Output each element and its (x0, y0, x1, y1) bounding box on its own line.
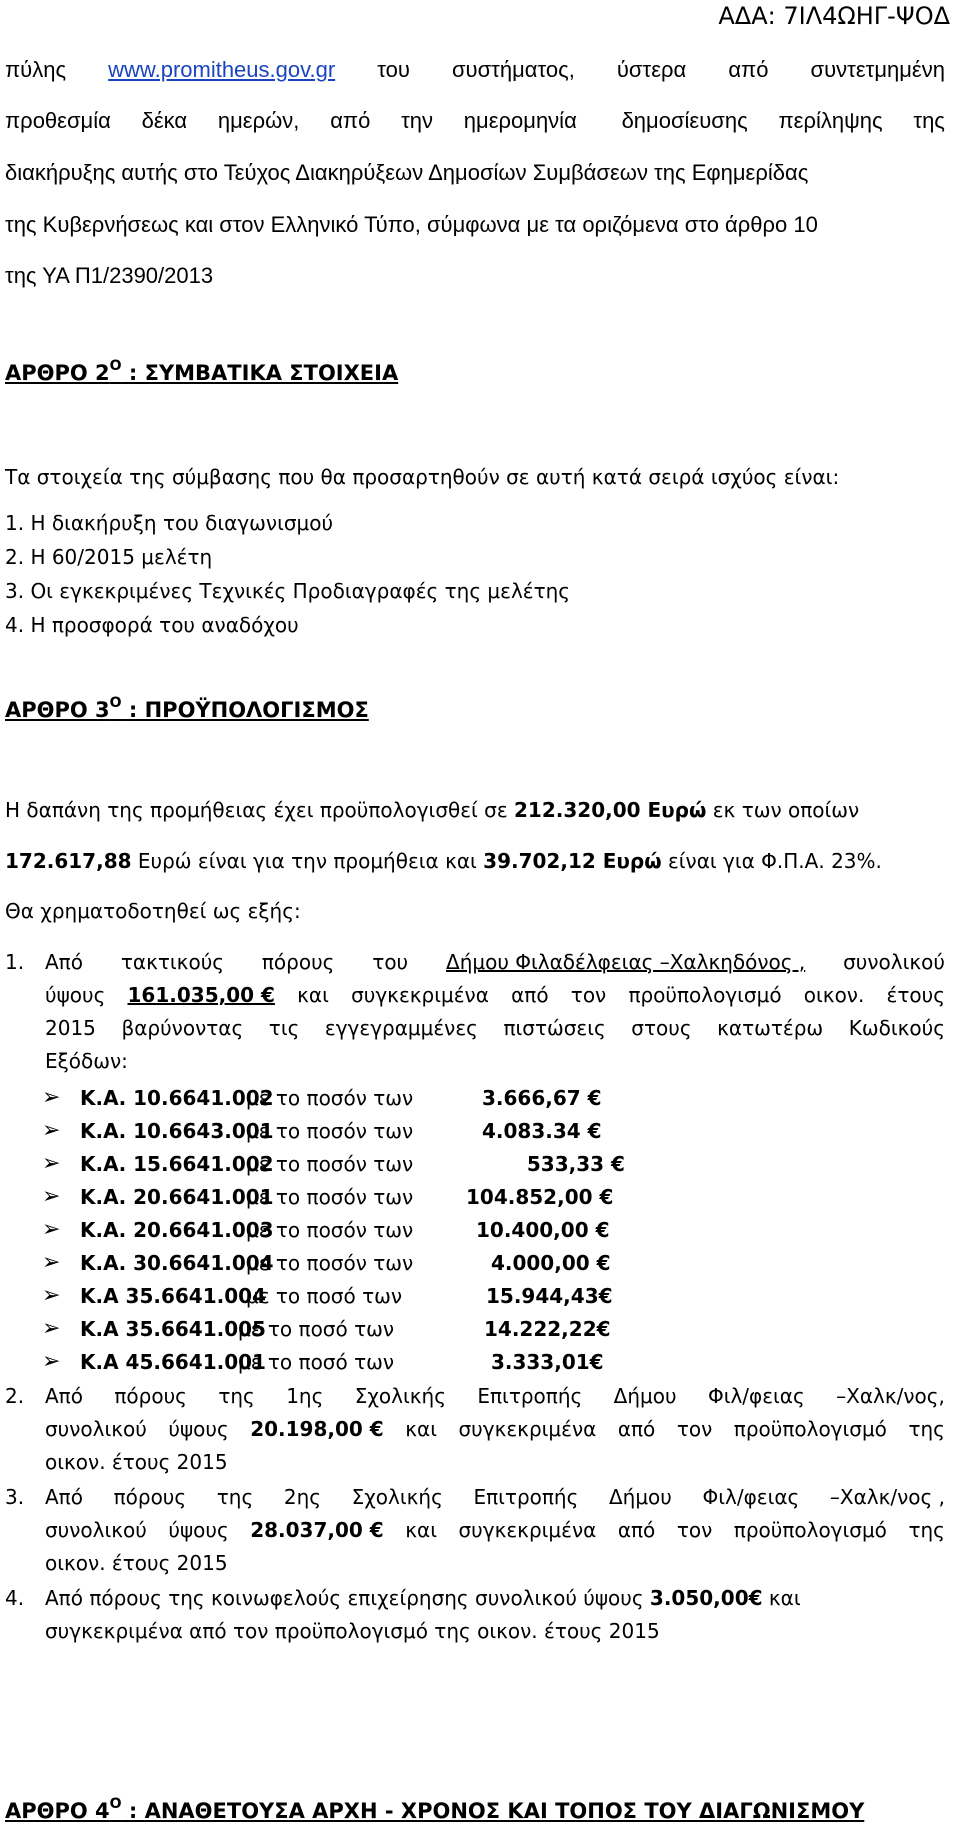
funding-2-line-2: συνολικού ύψους 20.198,00 € και συγκεκριμένα από τον προϋπολογισμό της (45, 1417, 945, 1441)
funding-2-line-1: Από πόρους της 1ης Σχολικής Επιτροπής Δήμου Φιλ/φειας –Χαλκ/νος, (45, 1384, 945, 1408)
funding-3-line-3: οικον. έτους 2015 (45, 1551, 228, 1575)
funding-1-line-4: Εξόδων: (45, 1049, 128, 1073)
budget-line-1: Η δαπάνη της προμήθειας έχει προϋπολογισθεί σε 212.320,00 Ευρώ εκ των οποίων (5, 798, 860, 822)
funding-3-line-1: Από πόρους της 2ης Σχολικής Επιτροπής Δήμου Φιλ/φειας –Χαλκ/νος , (45, 1485, 945, 1509)
arrow-bullet-icon: ➢ (42, 1217, 61, 1242)
article-2-lead: Τα στοιχεία της σύμβασης που θα προσαρτηθούν σε αυτή κατά σειρά ισχύος είναι: (5, 465, 840, 489)
arrow-bullet-icon: ➢ (42, 1118, 61, 1143)
funding-4-line-1: Από πόρους της κοινωφελούς επιχείρησης συνολικού ύψους 3.050,00€ και (45, 1586, 801, 1610)
arrow-bullet-icon: ➢ (42, 1250, 61, 1275)
arrow-bullet-icon: ➢ (42, 1316, 61, 1341)
budget-line-2: 172.617,88 Ευρώ είναι για την προμήθεια και 39.702,12 Ευρώ είναι για Φ.Π.Α. 23%. (5, 849, 882, 873)
funding-1-number: 1. (5, 950, 25, 974)
funding-2-line-3: οικον. έτους 2015 (45, 1450, 228, 1474)
intro-line-5: της ΥΑ Π1/2390/2013 (5, 263, 214, 288)
funding-1-line-3: 2015 βαρύνοντας τις εγγεγραμμένες πιστώσεις στους κατωτέρω Κωδικούς (45, 1016, 945, 1040)
arrow-bullet-icon: ➢ (42, 1349, 61, 1374)
article-3-heading: ΑΡΘΡΟ $3^O$ : ΠΡΟΫΠΟΛΟΓΙΣΜΟΣ (5, 695, 369, 722)
list-item: ➢ Κ.Α. 20.6641.003 με το ποσόν των 10.400,00 € (42, 1217, 610, 1242)
intro-line-3: διακήρυξης αυτής στο Τεύχος Διακηρύξεων Δημοσίων Συμβάσεων της Εφημερίδας (5, 160, 809, 185)
arrow-bullet-icon: ➢ (42, 1085, 61, 1110)
funding-1-line-1: Από τακτικούς πόρους του Δήμου Φιλαδέλφειας –Χαλκηδόνος , συνολικού (45, 950, 945, 974)
list-item: 1. Η διακήρυξη του διαγωνισμού (5, 511, 334, 535)
article-4-heading: ΑΡΘΡΟ $4^O$ : ΑΝΑΘΕΤΟΥΣΑ ΑΡΧΗ - ΧΡΟΝΟΣ ΚΑΙ ΤΟΠΟΣ ΤΟΥ ΔΙΑΓΩΝΙΣΜΟΥ (5, 1796, 865, 1823)
ada-code: ΑΔΑ: 7ΙΛ4ΩΗΓ-ΨΟΔ (718, 2, 950, 30)
intro-line-1: πύλης www.promitheus.gov.gr του συστήματος, ύστερα από συντετμημένη (5, 57, 945, 82)
arrow-bullet-icon: ➢ (42, 1151, 61, 1176)
list-item: 3. Οι εγκεκριμένες Τεχνικές Προδιαγραφές της μελέτης (5, 579, 571, 603)
promitheus-link[interactable]: www.promitheus.gov.gr (108, 57, 336, 82)
article-2-heading: ΑΡΘΡΟ $2^O$ : ΣΥΜΒΑΤΙΚΑ ΣΤΟΙΧΕΙΑ (5, 358, 399, 385)
list-item: ➢ Κ.Α. 15.6641.002 με το ποσόν των 533,33 € (42, 1151, 625, 1176)
funding-1-line-2: ύψους 161.035,00 € και συγκεκριμένα από τον προϋπολογισμό οικον. έτους (45, 983, 945, 1007)
list-item: 4. Η προσφορά του αναδόχου (5, 613, 299, 637)
intro-line-2: προθεσμία δέκα ημερών, από την ημερομηνία δημοσίευσης περίληψης της (5, 108, 945, 133)
funding-4-number: 4. (5, 1586, 25, 1610)
budget-line-3: Θα χρηματοδοτηθεί ως εξής: (5, 899, 301, 923)
list-item: ➢ Κ.Α 45.6641.001 με το ποσό των 3.333,01€ (42, 1349, 604, 1374)
list-item: ➢ Κ.Α. 10.6643.001 με το ποσόν των 4.083.34 € (42, 1118, 602, 1143)
funding-3-number: 3. (5, 1485, 25, 1509)
intro-line-4: της Κυβερνήσεως και στον Ελληνικό Τύπο, σύμφωνα με τα οριζόμενα στο άρθρο 10 (5, 212, 818, 237)
list-item: ➢ Κ.Α. 30.6641.004 με το ποσόν των 4.000,00 € (42, 1250, 611, 1275)
funding-4-line-2: συγκεκριμένα από τον προϋπολογισμό της οικον. έτους 2015 (45, 1619, 660, 1643)
list-item: ➢ Κ.Α. 10.6641.002 με το ποσόν των 3.666,67 € (42, 1085, 602, 1110)
list-item: ➢ Κ.Α. 20.6641.001 με το ποσόν των 104.852,00 € (42, 1184, 614, 1209)
list-item: ➢ Κ.Α 35.6641.004 με το ποσό των 15.944,43€ (42, 1283, 613, 1308)
list-item: 2. Η 60/2015 μελέτη (5, 545, 213, 569)
funding-3-line-2: συνολικού ύψους 28.037,00 € και συγκεκριμένα από τον προϋπολογισμό της (45, 1518, 945, 1542)
list-item: ➢ Κ.Α 35.6641.005 με το ποσό των 14.222,22€ (42, 1316, 611, 1341)
funding-2-number: 2. (5, 1384, 25, 1408)
arrow-bullet-icon: ➢ (42, 1283, 61, 1308)
arrow-bullet-icon: ➢ (42, 1184, 61, 1209)
